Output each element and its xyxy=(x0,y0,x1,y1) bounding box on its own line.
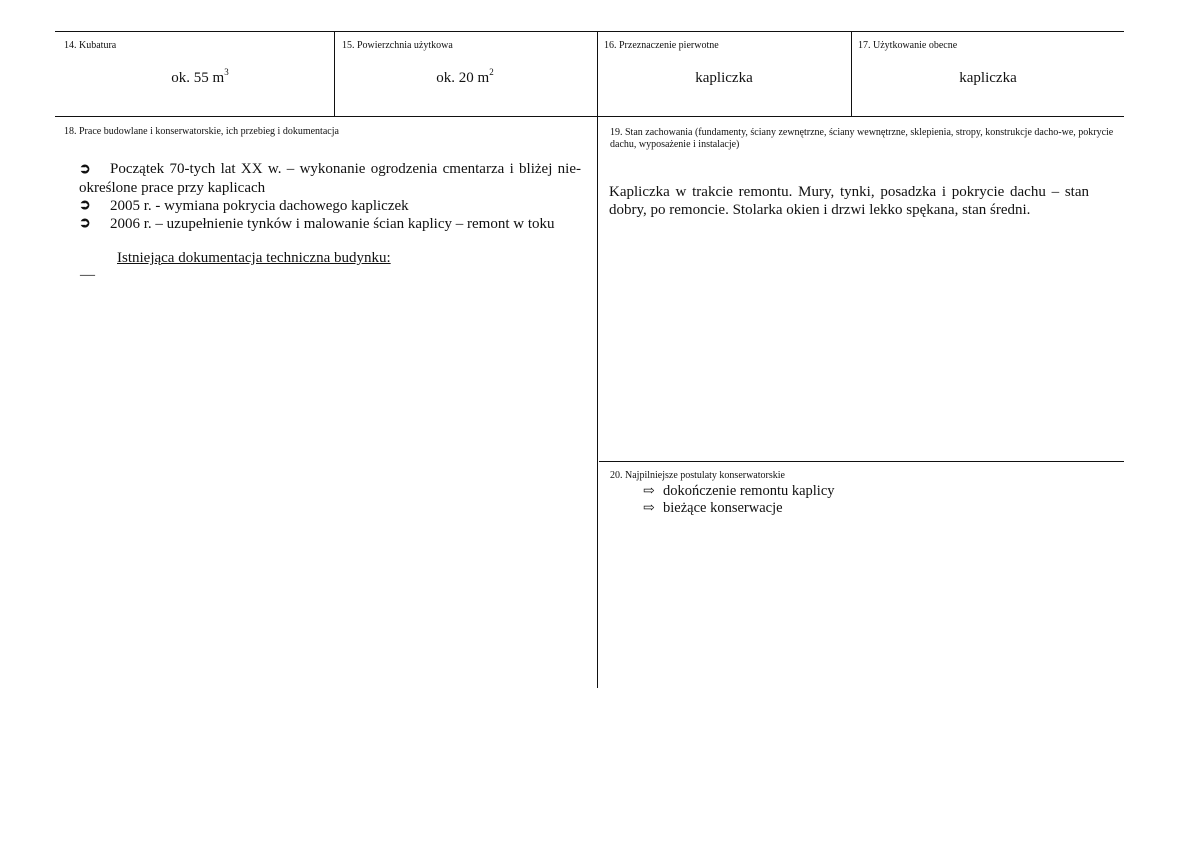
field-15-label: 15. Powierzchnia użytkowa xyxy=(342,40,453,51)
col-divider-3 xyxy=(851,31,852,117)
section-20-label: 20. Najpilniejsze postulaty konserwatorskie xyxy=(610,470,785,481)
section20-top-rule xyxy=(599,461,1124,462)
row1-bottom-rule xyxy=(55,116,1124,117)
field-17-value: kapliczka xyxy=(959,70,1017,86)
arrow-right-icon: ⇨ xyxy=(643,484,655,499)
section-19-label: 19. Stan zachowania (fundamenty, ściany zewnętrzne, ściany wewnętrzne, sklepienia, stropy, konstrukcje dacho-we, pokrycie dachu, wyposażenie i instalacje) xyxy=(610,127,1114,150)
field-16-label: 16. Przeznaczenie pierwotne xyxy=(604,40,719,51)
bullet-icon: ➲ xyxy=(79,198,91,213)
col-divider-1 xyxy=(334,31,335,117)
top-rule xyxy=(55,31,1124,32)
field-15-value: ok. 20 $m^2$ xyxy=(436,67,494,86)
arrow-right-icon: ⇨ xyxy=(643,501,655,516)
list-item xyxy=(79,160,581,197)
bullet-icon: ➲ xyxy=(79,216,91,231)
list-item xyxy=(643,500,783,517)
docs-heading: Istniejąca dokumentacja techniczna budynku: xyxy=(117,250,391,266)
field-14-value: ok. 55 $m^3$ xyxy=(171,67,229,86)
section-19-text: Kapliczka w trakcie remontu. Mury, tynki, posadzka i pokrycie dachu – stan dobry, po remoncie. Stolarka okien i drzwi lekko spękana, stan średni. xyxy=(609,184,1089,218)
col-divider-2 xyxy=(597,31,598,688)
bullet-icon: ➲ xyxy=(79,162,91,177)
item-text: bieżące konserwacje xyxy=(663,500,783,516)
field-16-value: kapliczka xyxy=(695,70,753,86)
list-item xyxy=(79,197,581,215)
field-17-label: 17. Użytkowanie obecne xyxy=(858,40,958,51)
section-18-list xyxy=(79,160,581,233)
item-text: 2005 r. - wymiana pokrycia dachowego kapliczek xyxy=(110,198,409,214)
list-item xyxy=(79,215,581,233)
item-text: Początek 70-tych lat XX w. – wykonanie ogrodzenia cmentarza i bliżej nie-określone prace przy kaplicach xyxy=(79,161,581,196)
field-14-label: 14. Kubatura xyxy=(64,40,117,51)
list-item xyxy=(643,483,835,500)
item-text: 2006 r. – uzupełnienie tynków i malowanie ścian kaplicy – remont w toku xyxy=(110,216,555,232)
section-18-label: 18. Prace budowlane i konserwatorskie, ich przebieg i dokumentacja xyxy=(64,126,339,137)
docs-value: — xyxy=(80,267,95,283)
item-text: dokończenie remontu kaplicy xyxy=(663,483,835,499)
